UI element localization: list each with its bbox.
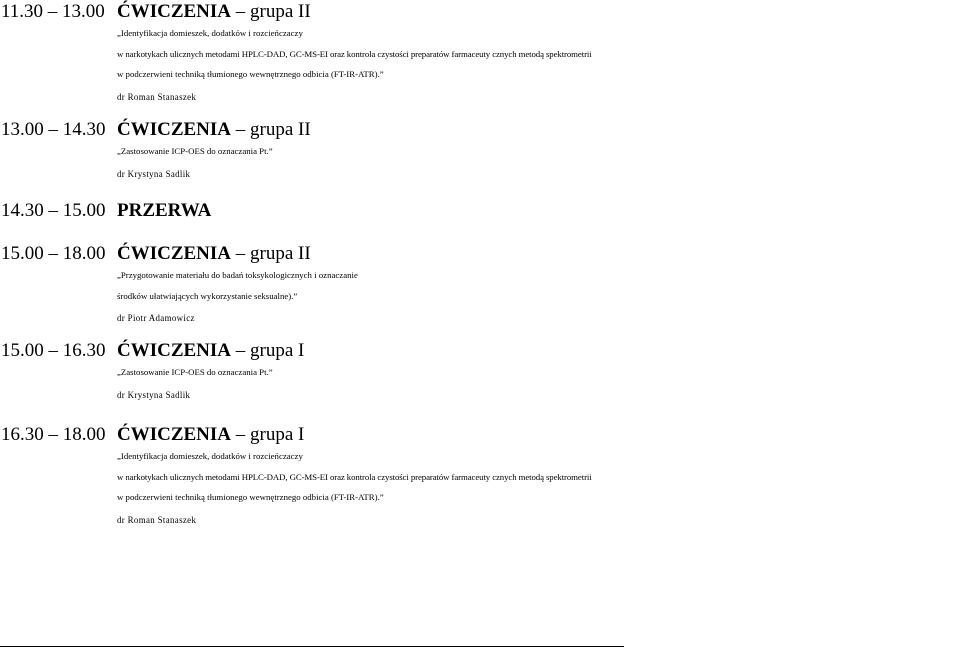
entry-teacher: dr Krystyna Sadlik [117, 168, 191, 179]
entry-time: 15.00 – 16.30 [1, 340, 106, 361]
schedule-entry [0, 1, 960, 109]
entry-description-line: w podczerwieni techniką tłumionego wewnętrznego odbicia (FT-IR-ATR).” [117, 492, 384, 502]
entry-header [0, 1, 960, 23]
entry-activity [117, 424, 304, 446]
entry-time: 14.30 – 15.00 [1, 200, 106, 221]
entry-time: 11.30 – 13.00 [1, 1, 105, 22]
entry-header [0, 200, 960, 222]
entry-teacher: dr Krystyna Sadlik [117, 389, 191, 400]
entry-header [0, 424, 960, 446]
entry-header [0, 243, 960, 265]
entry-kind: ĆWICZENIA [117, 424, 232, 445]
entry-activity [117, 119, 311, 141]
entry-group: – grupa I [235, 340, 305, 361]
entry-description-line: „Identyfikacja domieszek, dodatków i rozcieńczaczy [117, 28, 303, 38]
entry-time: 13.00 – 14.30 [1, 119, 106, 140]
entry-description-line: środków ułatwiających wykorzystanie seksualne).” [117, 290, 298, 301]
entry-activity [117, 340, 304, 362]
entry-kind: ĆWICZENIA [117, 119, 232, 140]
entry-group: – grupa II [235, 243, 311, 264]
page-bottom-rule [0, 646, 624, 647]
entry-teacher: dr Roman Stanaszek [117, 91, 197, 102]
schedule-entry [0, 200, 960, 222]
entry-time: 15.00 – 18.00 [1, 243, 106, 264]
schedule-entry [0, 424, 960, 532]
entry-activity [117, 1, 311, 23]
schedule-entry [0, 119, 960, 186]
entry-activity [117, 200, 211, 222]
entry-description-line: w narkotykach ulicznych metodami HPLC-DAD, GC-MS-EI oraz kontrola czystości preparatów farmaceuty cznych metodą spektrometrii [117, 48, 592, 59]
entry-description-line: „Identyfikacja domieszek, dodatków i rozcieńczaczy [117, 451, 303, 461]
entry-header [0, 340, 960, 362]
entry-group: – grupa II [235, 119, 311, 140]
entry-description-line: „Zastosowanie ICP-OES do oznaczania Pt.” [117, 146, 273, 156]
entry-description-line: „Zastosowanie ICP-OES do oznaczania Pt.” [117, 367, 273, 377]
entry-kind: ĆWICZENIA [117, 1, 232, 22]
entry-activity [117, 243, 311, 265]
entry-kind: ĆWICZENIA [117, 340, 232, 361]
entry-teacher: dr Roman Stanaszek [117, 514, 197, 525]
entry-description-line: „Przygotowanie materiału do badań toksykologicznych i oznaczanie [117, 270, 358, 280]
entry-time: 16.30 – 18.00 [1, 424, 106, 445]
schedule-entry [0, 243, 960, 330]
schedule-entry [0, 340, 960, 407]
entry-group: – grupa I [235, 424, 305, 445]
entry-header [0, 119, 960, 141]
entry-kind: PRZERWA [117, 200, 212, 221]
entry-description-line: w narkotykach ulicznych metodami HPLC-DAD, GC-MS-EI oraz kontrola czystości preparatów farmaceuty cznych metodą spektrometrii [117, 471, 592, 482]
entry-kind: ĆWICZENIA [117, 243, 232, 264]
entry-group: – grupa II [235, 1, 311, 22]
entry-teacher: dr Piotr Adamowicz [117, 313, 195, 323]
entry-description-line: w podczerwieni techniką tłumionego wewnętrznego odbicia (FT-IR-ATR).” [117, 69, 384, 79]
